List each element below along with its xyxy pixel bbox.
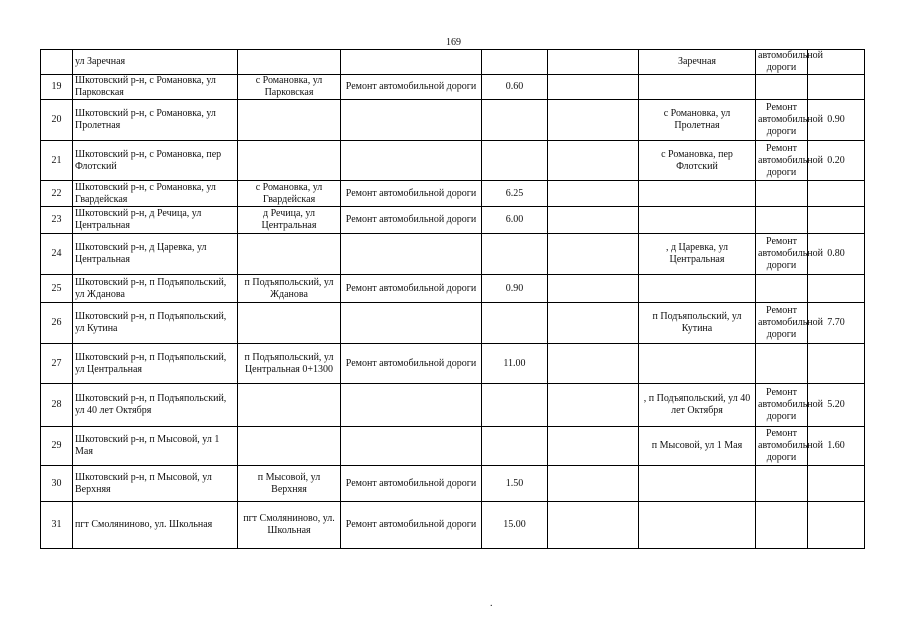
cell-work1: Ремонт автомобильной дороги bbox=[341, 344, 482, 384]
cell-loc1: пгт Смоляниново, ул. Школьная bbox=[238, 502, 341, 549]
table-row bbox=[41, 141, 865, 181]
cell-len1 bbox=[482, 427, 548, 466]
cell-loc2 bbox=[639, 207, 756, 234]
cell-address: Шкотовский р-н, п Мысовой, ул 1 Мая bbox=[73, 427, 238, 466]
cell-empty bbox=[548, 234, 639, 275]
cell-address: Шкотовский р-н, с Романовка, ул Гвардейская bbox=[73, 181, 238, 207]
cell-loc2: Заречная bbox=[639, 50, 756, 75]
cell-len2: 0.20 bbox=[808, 141, 865, 181]
cell-empty bbox=[548, 100, 639, 141]
cell-num: 20 bbox=[41, 100, 73, 141]
cell-len1 bbox=[482, 234, 548, 275]
cell-work2 bbox=[756, 502, 808, 549]
cell-loc1 bbox=[238, 384, 341, 427]
cell-len2 bbox=[808, 344, 865, 384]
cell-loc2: , д Царевка, ул Центральная bbox=[639, 234, 756, 275]
cell-num: 24 bbox=[41, 234, 73, 275]
table-row bbox=[41, 502, 865, 549]
cell-work2: Ремонт автомобильной дороги bbox=[756, 141, 808, 181]
cell-address: ул Заречная bbox=[73, 50, 238, 75]
cell-work2 bbox=[756, 466, 808, 502]
table-row bbox=[41, 303, 865, 344]
cell-len1: 1.50 bbox=[482, 466, 548, 502]
cell-address: пгт Смоляниново, ул. Школьная bbox=[73, 502, 238, 549]
cell-loc2 bbox=[639, 275, 756, 303]
cell-loc1: с Романовка, ул Парковская bbox=[238, 75, 341, 100]
table-row bbox=[41, 275, 865, 303]
cell-work2 bbox=[756, 344, 808, 384]
table-row bbox=[41, 384, 865, 427]
cell-empty bbox=[548, 344, 639, 384]
cell-empty bbox=[548, 303, 639, 344]
cell-loc1: с Романовка, ул Гвардейская bbox=[238, 181, 341, 207]
cell-empty bbox=[548, 275, 639, 303]
cell-work2 bbox=[756, 207, 808, 234]
cell-num bbox=[41, 50, 73, 75]
cell-address: Шкотовский р-н, п Подъяпольский, ул 40 лет Октября bbox=[73, 384, 238, 427]
cell-num: 31 bbox=[41, 502, 73, 549]
cell-loc1 bbox=[238, 234, 341, 275]
cell-len2: 7.70 bbox=[808, 303, 865, 344]
table-row bbox=[41, 344, 865, 384]
cell-loc1 bbox=[238, 303, 341, 344]
cell-work1 bbox=[341, 141, 482, 181]
cell-num: 26 bbox=[41, 303, 73, 344]
cell-work1: Ремонт автомобильной дороги bbox=[341, 466, 482, 502]
cell-loc2: с Романовка, ул Пролетная bbox=[639, 100, 756, 141]
cell-work2: Ремонт автомобильной дороги bbox=[756, 303, 808, 344]
cell-work2 bbox=[756, 275, 808, 303]
cell-address: Шкотовский р-н, с Романовка, ул Пролетная bbox=[73, 100, 238, 141]
cell-work1 bbox=[341, 303, 482, 344]
cell-empty bbox=[548, 427, 639, 466]
cell-work1 bbox=[341, 234, 482, 275]
cell-empty bbox=[548, 181, 639, 207]
table-row bbox=[41, 75, 865, 100]
cell-len1: 15.00 bbox=[482, 502, 548, 549]
cell-loc1: д Речица, ул Центральная bbox=[238, 207, 341, 234]
cell-len2: 0.80 bbox=[808, 234, 865, 275]
cell-loc1: п Подъяпольский, ул Жданова bbox=[238, 275, 341, 303]
cell-address: Шкотовский р-н, п Подъяпольский, ул Кутина bbox=[73, 303, 238, 344]
cell-address: Шкотовский р-н, д Речица, ул Центральная bbox=[73, 207, 238, 234]
table-row bbox=[41, 466, 865, 502]
cell-work1: Ремонт автомобильной дороги bbox=[341, 502, 482, 549]
cell-work2: автомобильной дороги bbox=[756, 50, 808, 75]
cell-address: Шкотовский р-н, п Подъяпольский, ул Центральная bbox=[73, 344, 238, 384]
cell-len2 bbox=[808, 181, 865, 207]
cell-work2: Ремонт автомобильной дороги bbox=[756, 100, 808, 141]
cell-len2 bbox=[808, 207, 865, 234]
cell-loc1 bbox=[238, 141, 341, 181]
cell-len2: 1.60 bbox=[808, 427, 865, 466]
cell-num: 25 bbox=[41, 275, 73, 303]
cell-loc2: п Подъяпольский, ул Кутина bbox=[639, 303, 756, 344]
cell-empty bbox=[548, 75, 639, 100]
cell-len1: 0.60 bbox=[482, 75, 548, 100]
cell-work2 bbox=[756, 75, 808, 100]
cell-len1 bbox=[482, 303, 548, 344]
table-row bbox=[41, 50, 865, 75]
cell-work1: Ремонт автомобильной дороги bbox=[341, 75, 482, 100]
cell-len1: 0.90 bbox=[482, 275, 548, 303]
cell-work1: Ремонт автомобильной дороги bbox=[341, 275, 482, 303]
cell-num: 23 bbox=[41, 207, 73, 234]
cell-address: Шкотовский р-н, п Подъяпольский, ул Жданова bbox=[73, 275, 238, 303]
cell-num: 28 bbox=[41, 384, 73, 427]
table-row bbox=[41, 234, 865, 275]
cell-loc2: п Мысовой, ул 1 Мая bbox=[639, 427, 756, 466]
cell-len1: 6.25 bbox=[482, 181, 548, 207]
cell-len2 bbox=[808, 502, 865, 549]
cell-work2 bbox=[756, 181, 808, 207]
cell-len1: 11.00 bbox=[482, 344, 548, 384]
cell-loc2 bbox=[639, 466, 756, 502]
cell-work2: Ремонт автомобильной дороги bbox=[756, 384, 808, 427]
cell-len1 bbox=[482, 100, 548, 141]
cell-len1 bbox=[482, 50, 548, 75]
cell-work1: Ремонт автомобильной дороги bbox=[341, 181, 482, 207]
cell-loc2 bbox=[639, 75, 756, 100]
roads-table bbox=[40, 49, 865, 549]
cell-loc2 bbox=[639, 181, 756, 207]
cell-work1: Ремонт автомобильной дороги bbox=[341, 207, 482, 234]
cell-loc2: , п Подъяпольский, ул 40 лет Октября bbox=[639, 384, 756, 427]
cell-address: Шкотовский р-н, п Мысовой, ул Верхняя bbox=[73, 466, 238, 502]
cell-work1 bbox=[341, 384, 482, 427]
cell-empty bbox=[548, 207, 639, 234]
cell-num: 29 bbox=[41, 427, 73, 466]
cell-len2: 5.20 bbox=[808, 384, 865, 427]
cell-num: 30 bbox=[41, 466, 73, 502]
cell-empty bbox=[548, 50, 639, 75]
cell-loc1: п Подъяпольский, ул Центральная 0+1300 bbox=[238, 344, 341, 384]
cell-work1 bbox=[341, 100, 482, 141]
cell-loc2 bbox=[639, 502, 756, 549]
table-row bbox=[41, 207, 865, 234]
cell-empty bbox=[548, 384, 639, 427]
cell-len1: 6.00 bbox=[482, 207, 548, 234]
cell-work1 bbox=[341, 50, 482, 75]
cell-address: Шкотовский р-н, д Царевка, ул Центральная bbox=[73, 234, 238, 275]
cell-loc1 bbox=[238, 427, 341, 466]
table-row bbox=[41, 100, 865, 141]
table-row bbox=[41, 427, 865, 466]
table-row bbox=[41, 181, 865, 207]
cell-len2 bbox=[808, 75, 865, 100]
cell-work2: Ремонт автомобильной дороги bbox=[756, 234, 808, 275]
cell-len1 bbox=[482, 141, 548, 181]
cell-len1 bbox=[482, 384, 548, 427]
cell-address: Шкотовский р-н, с Романовка, пер Флотский bbox=[73, 141, 238, 181]
cell-num: 19 bbox=[41, 75, 73, 100]
footer-mark: . bbox=[490, 598, 493, 609]
cell-len2 bbox=[808, 275, 865, 303]
cell-empty bbox=[548, 466, 639, 502]
cell-num: 27 bbox=[41, 344, 73, 384]
cell-address: Шкотовский р-н, с Романовка, ул Парковская bbox=[73, 75, 238, 100]
cell-work1 bbox=[341, 427, 482, 466]
cell-work2: Ремонт автомобильной дороги bbox=[756, 427, 808, 466]
cell-loc2 bbox=[639, 344, 756, 384]
cell-loc1 bbox=[238, 100, 341, 141]
cell-len2: 0.90 bbox=[808, 100, 865, 141]
cell-loc2: с Романовка, пер Флотский bbox=[639, 141, 756, 181]
cell-loc1: п Мысовой, ул Верхняя bbox=[238, 466, 341, 502]
cell-empty bbox=[548, 141, 639, 181]
cell-num: 21 bbox=[41, 141, 73, 181]
cell-empty bbox=[548, 502, 639, 549]
page-number: 169 bbox=[446, 37, 461, 48]
cell-loc1 bbox=[238, 50, 341, 75]
cell-num: 22 bbox=[41, 181, 73, 207]
cell-len2 bbox=[808, 466, 865, 502]
